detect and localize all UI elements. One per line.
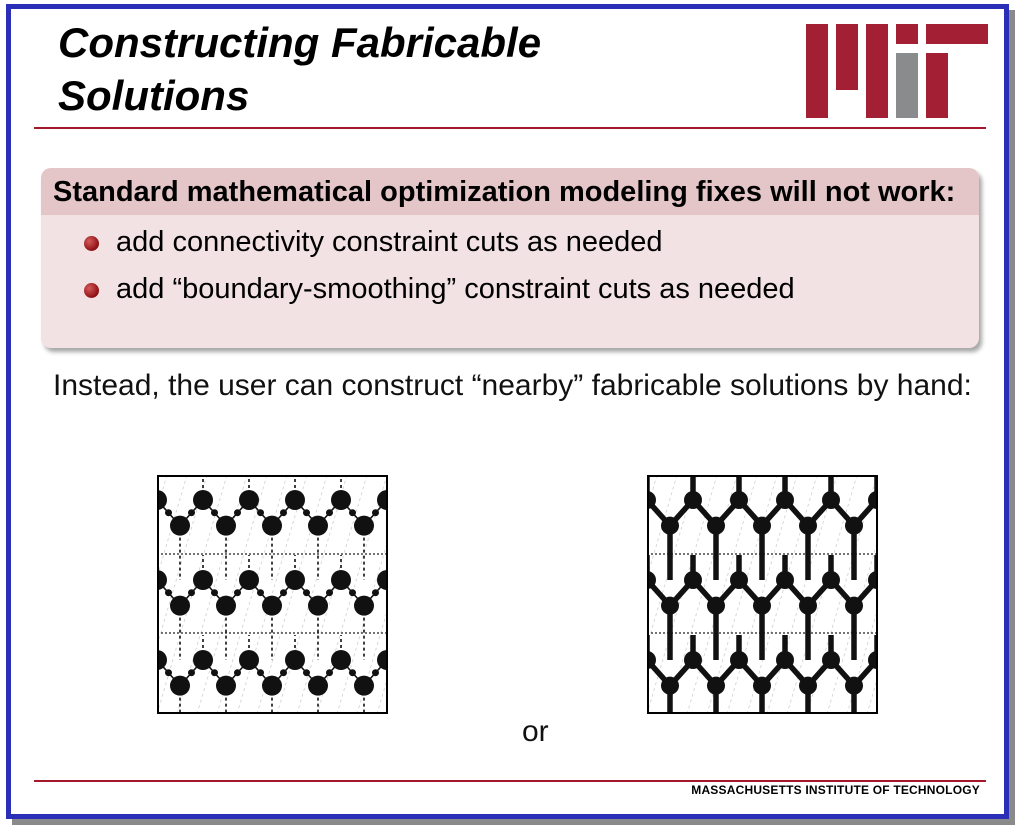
bullet-text: add “boundary-smoothing” constraint cuts as needed [116,273,795,305]
bullet-icon [84,283,99,298]
bullet-icon [84,236,99,251]
footer-divider [34,780,986,782]
list-item [41,219,979,266]
slide-title-line-1: Constructing Fabricable [58,19,542,66]
slide-title-line-2: Solutions [58,72,250,119]
title-divider [34,127,986,129]
slide-title [58,16,758,122]
callout-box [41,168,979,348]
callout-bullet-list [41,215,979,313]
bullet-text: add connectivity constraint cuts as needed [116,226,663,258]
or-label: or [522,715,549,748]
list-item [41,266,979,313]
hexagonal-lattice-solid-figure [647,475,878,714]
mit-logo-icon [806,24,988,118]
callout-heading: Standard mathematical optimization modeling fixes will not work: [41,168,979,215]
hexagonal-lattice-dotted-figure [157,475,388,714]
body-paragraph: Instead, the user can construct “nearby” fabricable solutions by hand: [53,369,972,402]
footer-organization: MASSACHUSETTS INSTITUTE OF TECHNOLOGY [691,783,980,797]
